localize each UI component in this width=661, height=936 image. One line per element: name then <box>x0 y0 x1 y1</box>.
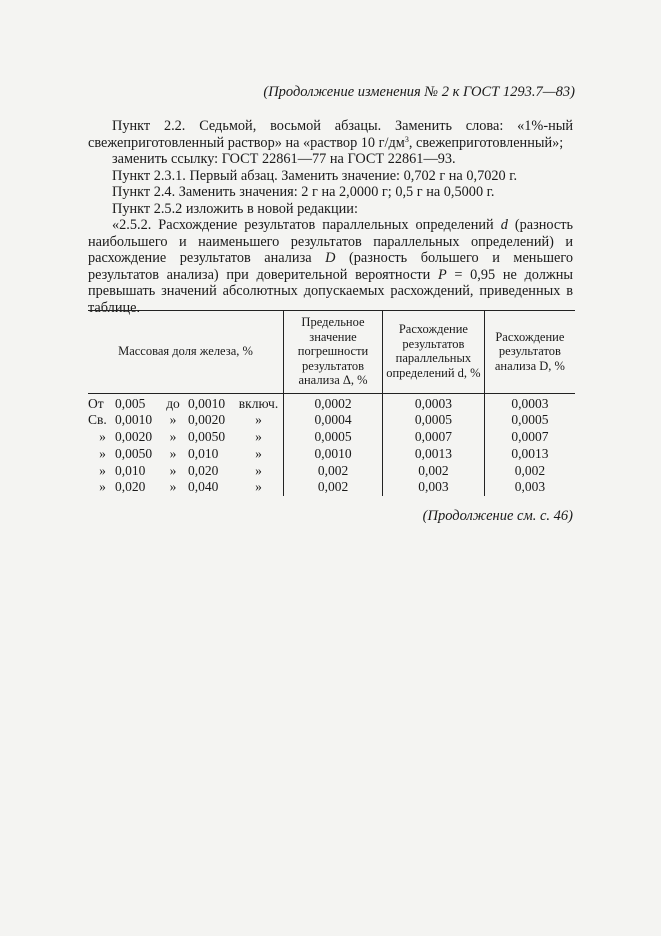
parallel-discrepancy-value: 0,0013 <box>383 446 485 463</box>
paragraph-text: «2.5.2. Расхождение результатов параллельных определений <box>112 217 501 233</box>
header-parallel-discrepancy: Расхождение результатов параллельных определений d, % <box>383 311 485 394</box>
range-post: включ. <box>238 395 279 411</box>
error-limit-value: 0,0005 <box>284 429 383 446</box>
iron-fraction-range <box>88 393 284 412</box>
error-limit-value: 0,0002 <box>284 393 383 412</box>
symbol-P: P <box>438 266 447 283</box>
paragraph-reference: заменить ссылку: ГОСТ 22861—77 на ГОСТ 22861—93. <box>112 151 456 167</box>
parallel-discrepancy-value: 0,0005 <box>383 412 485 429</box>
range-group <box>88 446 281 463</box>
parallel-discrepancy-value: 0,002 <box>383 463 485 480</box>
range-a: 0,0010 <box>115 412 153 428</box>
paragraph-2-2 <box>88 118 573 151</box>
paragraph-2-5-2-intro: Пункт 2.5.2 изложить в новой редакции: <box>112 200 358 217</box>
range-b: 0,010 <box>188 445 219 461</box>
range-a: 0,005 <box>115 395 146 411</box>
range-group <box>88 412 281 429</box>
range-pre: » <box>99 479 106 495</box>
parallel-discrepancy-value: 0,0007 <box>383 429 485 446</box>
range-pre: » <box>99 462 106 478</box>
table-row <box>88 393 575 412</box>
range-post: » <box>255 412 262 428</box>
page-header: (Продолжение изменения № 2 к ГОСТ 1293.7—83) <box>263 84 575 100</box>
error-limit-value: 0,0010 <box>284 446 383 463</box>
range-pre: » <box>99 445 106 461</box>
table-row <box>88 429 575 446</box>
range-post: » <box>255 462 262 478</box>
range-a: 0,010 <box>115 462 146 478</box>
range-b: 0,0010 <box>188 395 226 411</box>
paragraph-2-4: Пункт 2.4. Заменить значения: 2 г на 2,0000 г; 0,5 г на 0,5000 г. <box>112 184 495 200</box>
symbol-D: D <box>325 250 336 266</box>
range-mid: » <box>169 412 177 428</box>
analysis-discrepancy-value: 0,003 <box>484 479 575 496</box>
table-header-row <box>88 311 575 394</box>
iron-fraction-range <box>88 463 284 480</box>
table-body <box>88 393 575 496</box>
parallel-discrepancy-value: 0,0003 <box>383 393 485 412</box>
header-analysis-discrepancy: Расхождение результатов анализа D, % <box>484 311 575 394</box>
iron-fraction-range <box>88 412 284 429</box>
range-b: 0,040 <box>188 479 219 495</box>
range-b: 0,0020 <box>188 412 226 428</box>
range-mid: » <box>169 479 177 495</box>
symbol-d: d <box>500 217 508 233</box>
range-b: 0,020 <box>188 462 219 478</box>
iron-fraction-range <box>88 429 284 446</box>
range-mid: » <box>169 462 177 478</box>
range-pre: » <box>99 429 106 445</box>
range-b: 0,0050 <box>188 429 226 445</box>
table-row <box>88 479 575 496</box>
analysis-discrepancy-value: 0,0013 <box>484 446 575 463</box>
range-mid: » <box>169 429 177 445</box>
error-limit-value: 0,0004 <box>284 412 383 429</box>
paragraph-text: , свежеприготовленный»; <box>408 134 564 151</box>
range-group <box>88 479 281 496</box>
parallel-discrepancy-value: 0,003 <box>383 479 485 496</box>
error-limit-value: 0,002 <box>284 479 383 496</box>
range-post: » <box>255 445 262 461</box>
range-a: 0,0050 <box>115 445 153 461</box>
tolerance-table <box>88 310 575 496</box>
range-group <box>88 396 281 413</box>
range-pre: Св. <box>88 412 107 428</box>
paragraph-text: Пункт 2.2. Седьмой, восьмой абзацы. Заменить слова: «1%-ный свежеприготовленный раствор» на «раствор 10 г/дм <box>88 118 573 151</box>
header-iron-fraction: Массовая доля железа, % <box>88 311 284 394</box>
paragraph-text: (разность наибольшего и наименьшего результатов параллельных определений) и расхождение результатов анализа <box>88 217 573 266</box>
analysis-discrepancy-value: 0,0003 <box>484 393 575 412</box>
range-group <box>88 429 281 446</box>
analysis-discrepancy-value: 0,0007 <box>484 429 575 446</box>
paragraph-text: = 0,95 не должны превышать значений абсолютных допускаемых расхождений, приведенных в таблице. <box>88 266 573 316</box>
analysis-discrepancy-value: 0,0005 <box>484 412 575 429</box>
paragraph-2-5-2 <box>88 217 573 316</box>
range-a: 0,0020 <box>115 429 153 445</box>
iron-fraction-range <box>88 446 284 463</box>
superscript: 3 <box>404 134 409 144</box>
range-post: » <box>255 429 262 445</box>
range-a: 0,020 <box>115 479 146 495</box>
range-group <box>88 463 281 480</box>
header-error-limit: Предельное значение погрешности результатов анализа Δ, % <box>284 311 383 394</box>
table-row <box>88 412 575 429</box>
page-footer: (Продолжение см. с. 46) <box>422 508 573 524</box>
analysis-discrepancy-value: 0,002 <box>484 463 575 480</box>
range-pre: От <box>88 395 104 411</box>
range-mid: » <box>169 445 177 461</box>
table-row <box>88 446 575 463</box>
range-post: » <box>255 479 262 495</box>
range-mid: до <box>166 395 180 411</box>
paragraph-text: (разность большего и меньшего результатов анализа) при доверительной вероятности <box>88 250 573 283</box>
error-limit-value: 0,002 <box>284 463 383 480</box>
iron-fraction-range <box>88 479 284 496</box>
document-body <box>88 118 573 316</box>
paragraph-2-3-1: Пункт 2.3.1. Первый абзац. Заменить значение: 0,702 г на 0,7020 г. <box>112 167 518 184</box>
table-row <box>88 463 575 480</box>
